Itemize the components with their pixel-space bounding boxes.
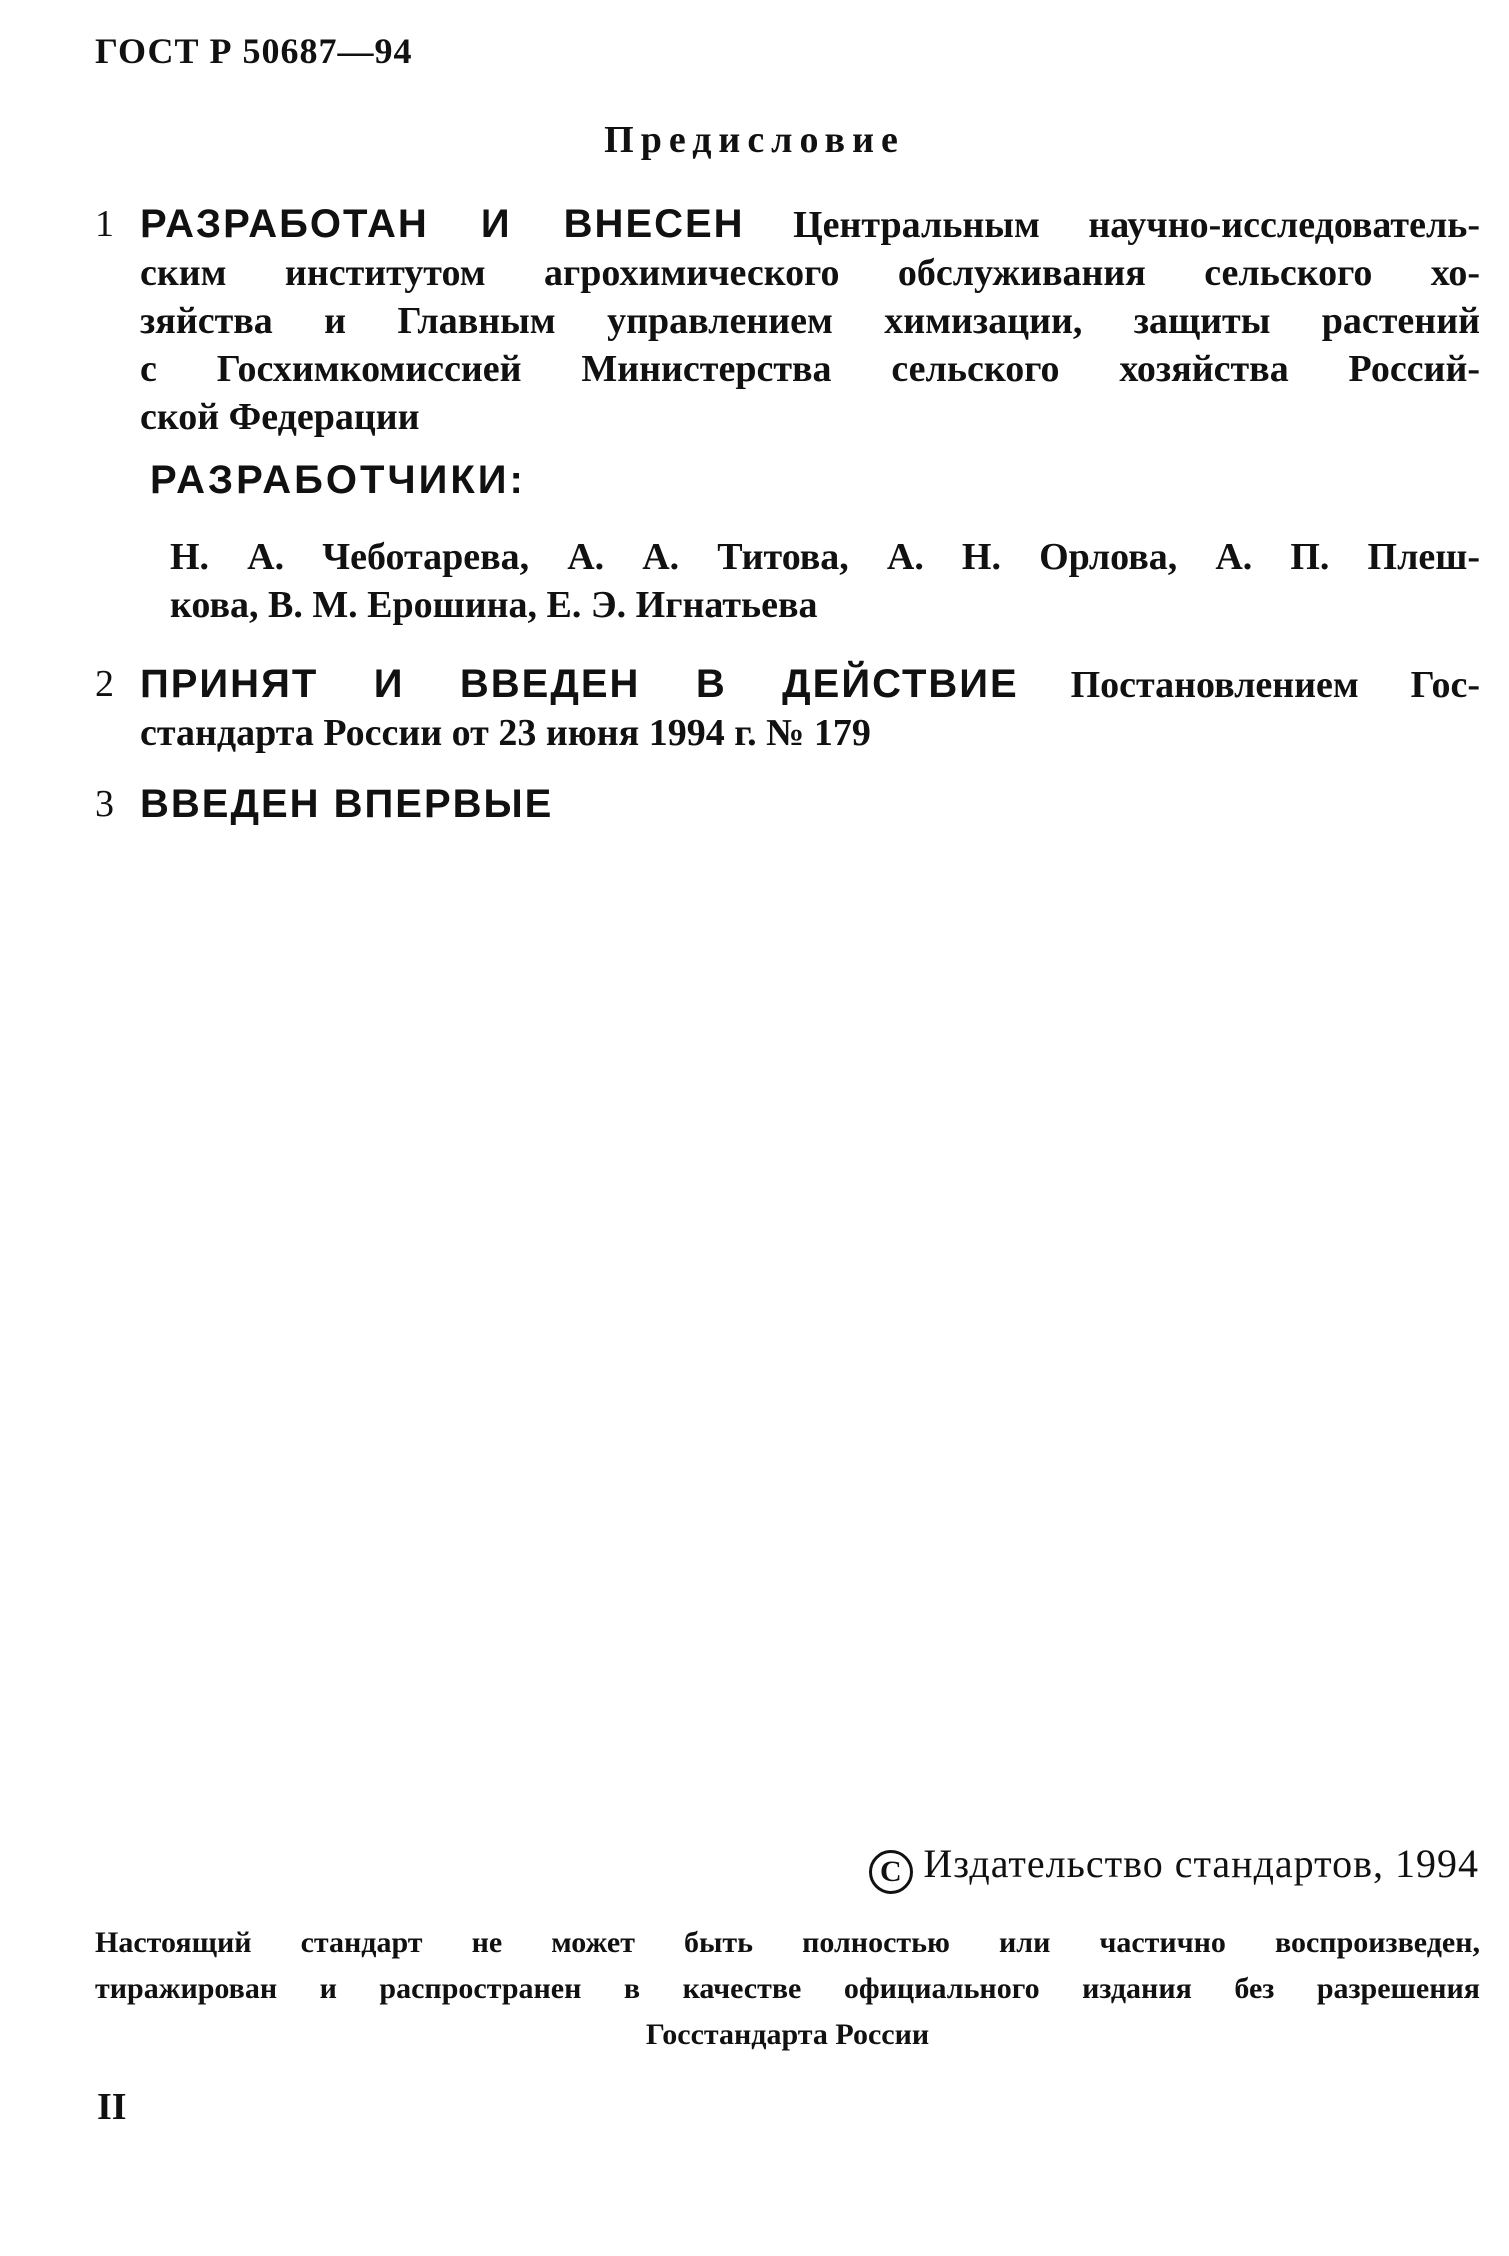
preface-item-2	[95, 660, 1480, 760]
standard-number: ГОСТ Р 50687—94	[95, 31, 413, 71]
preface-item-1	[95, 200, 1480, 440]
item-line: ской Федерации	[140, 396, 420, 438]
item-line: ским институтом агрохимического обслуживания сельского хо-	[140, 252, 1480, 294]
item-line-text: Центральным научно-исследователь-	[793, 204, 1481, 246]
item-body	[140, 200, 1480, 441]
developers-line: Н. А. Чеботарева, А. А. Титова, А. Н. Орлова, А. П. Плеш-	[170, 536, 1480, 578]
copyright-text: Издательство стандартов, 1994	[923, 1841, 1479, 1886]
item-body	[140, 660, 1480, 757]
item-number: 3	[95, 783, 114, 825]
developers-names	[170, 533, 1480, 629]
developers-heading: РАЗРАБОТЧИКИ:	[150, 458, 526, 502]
item-line	[140, 200, 1480, 249]
page-number: II	[97, 2086, 127, 2128]
preface-title: Предисловие	[604, 119, 905, 161]
item-line	[140, 660, 1480, 709]
item-line-text: Постановлением Гос-	[1070, 664, 1480, 706]
item-lead: ПРИНЯТ И ВВЕДЕН В ДЕЙСТВИЕ	[140, 662, 1019, 706]
item-lead: ВВЕДЕН ВПЕРВЫЕ	[140, 782, 554, 826]
item-number: 1	[95, 203, 114, 245]
copyright-icon: C	[869, 1850, 913, 1894]
developers-line: кова, В. М. Ерошина, Е. Э. Игнатьева	[170, 584, 818, 626]
item-body	[140, 780, 1480, 829]
item-line: стандарта России от 23 июня 1994 г. № 179	[140, 712, 871, 754]
item-lead: РАЗРАБОТАН И ВНЕСЕН	[140, 202, 745, 246]
preface-item-3	[95, 780, 1480, 830]
item-line: зяйства и Главным управлением химизации, защиты растений	[140, 300, 1480, 342]
reproduction-notice	[95, 1920, 1480, 2058]
item-line	[140, 780, 1480, 829]
item-number: 2	[95, 663, 114, 705]
notice-line: Госстандарта России	[645, 2018, 930, 2051]
copyright-line	[869, 1840, 1479, 1894]
notice-line: Настоящий стандарт не может быть полностью или частично воспроизведен,	[95, 1926, 1480, 1959]
notice-line: тиражирован и распространен в качестве официального издания без разрешения	[95, 1972, 1480, 2005]
item-line: с Госхимкомиссией Министерства сельского хозяйства Россий-	[140, 348, 1480, 390]
